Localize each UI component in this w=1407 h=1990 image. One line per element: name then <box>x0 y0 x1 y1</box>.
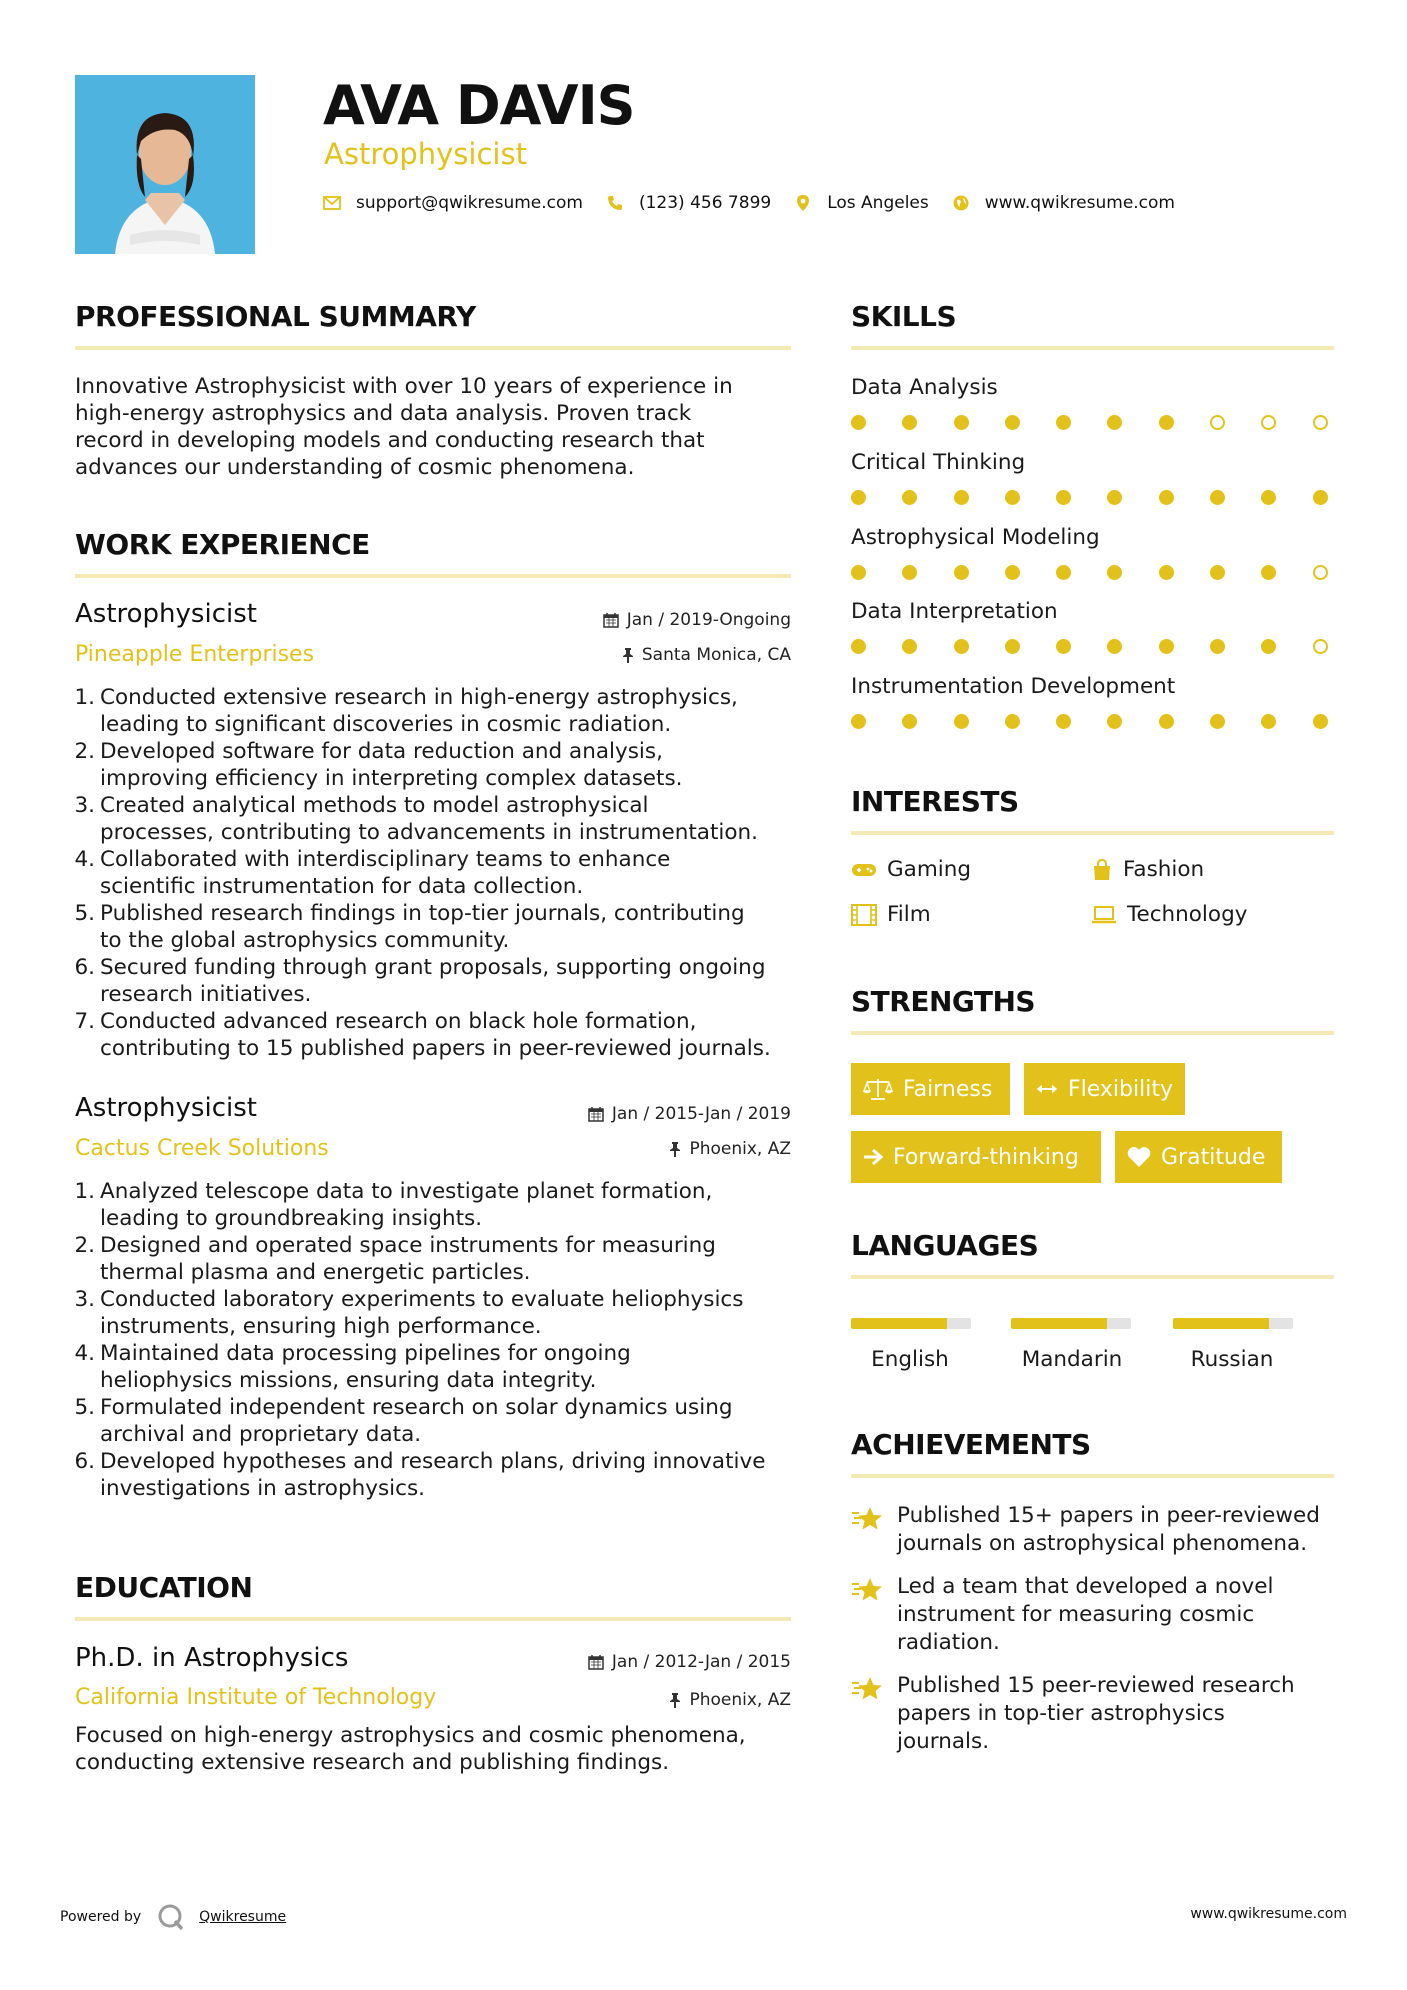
achievement-item <box>851 1573 1351 1657</box>
skill-dot <box>1056 415 1071 430</box>
skill-dot <box>902 714 917 729</box>
profile-photo <box>75 75 255 254</box>
skill-dot <box>851 714 866 729</box>
interest-item: Gaming <box>851 857 971 882</box>
job-location: Santa Monica, CA <box>622 645 791 665</box>
languages-rule <box>851 1275 1334 1279</box>
skill-dot <box>1313 490 1328 505</box>
heart-icon <box>1127 1146 1151 1168</box>
strength-tag: Fairness <box>851 1063 1010 1115</box>
skill-item: Astrophysical Modeling <box>851 525 1364 580</box>
list-item: 5. Formulated independent research on solar dynamics using archival and proprietary data. <box>74 1395 733 1447</box>
skill-rating <box>851 714 1364 729</box>
skill-dot <box>1210 490 1225 505</box>
language-level-fill <box>1011 1318 1107 1329</box>
skill-dot <box>1313 565 1328 580</box>
skill-dot <box>1159 565 1174 580</box>
achievement-item <box>851 1502 1351 1558</box>
language-level-bar <box>1173 1318 1293 1329</box>
skill-dot <box>1056 490 1071 505</box>
envelope-icon <box>322 193 342 213</box>
skill-dot <box>1107 565 1122 580</box>
balance-scale-icon <box>863 1078 893 1100</box>
strength-tag: Gratitude <box>1115 1131 1282 1183</box>
skill-dot <box>954 490 969 505</box>
pin-icon <box>622 647 634 663</box>
email-link[interactable]: support@qwikresume.com <box>356 193 583 213</box>
company-name: Pineapple Enterprises <box>75 642 315 667</box>
candidate-name: AVA DAVIS <box>323 74 635 137</box>
job-duties-list <box>75 684 815 1062</box>
education-description: Focused on high-energy astrophysics and cosmic phenomena, conducting extensive research and publishing findings. <box>75 1723 746 1775</box>
list-item: 7. Conducted advanced research on black hole formation, contributing to 15 published papers in peer-reviewed journals. <box>74 1009 771 1061</box>
skill-dot <box>1005 565 1020 580</box>
film-icon <box>851 904 877 926</box>
contact-bar <box>322 193 1197 213</box>
list-item: 5. Published research findings in top-tier journals, contributing to the global astrophysics community. <box>74 901 745 953</box>
skill-dot <box>851 565 866 580</box>
calendar-icon <box>603 612 619 628</box>
skill-dot <box>1159 639 1174 654</box>
skill-item: Critical Thinking <box>851 450 1364 505</box>
map-marker-icon <box>793 193 813 213</box>
pin-icon <box>669 1141 681 1157</box>
skill-rating <box>851 490 1364 505</box>
arrows-horizontal-icon <box>1036 1082 1058 1096</box>
job-title: Astrophysicist <box>75 599 257 629</box>
summary-text: Innovative Astrophysicist with over 10 years of experience in high-energy astrophysics and data analysis. Proven track record in developing models and conducting research that advances our understanding of cosmic phenomena. <box>75 374 733 480</box>
skill-dot <box>1261 490 1276 505</box>
achievements-heading: ACHIEVEMENTS <box>851 1428 1091 1461</box>
school-name: California Institute of Technology <box>75 1685 437 1710</box>
skill-dot <box>1261 639 1276 654</box>
summary-rule <box>75 346 791 350</box>
list-item: 3. Conducted laboratory experiments to evaluate heliophysics instruments, ensuring high performance. <box>74 1287 744 1339</box>
skill-dot <box>1261 565 1276 580</box>
list-item: 1. Conducted extensive research in high-energy astrophysics, leading to significant discoveries in cosmic radiation. <box>74 685 738 737</box>
list-item: 3. Created analytical methods to model astrophysical processes, contributing to advancements in instrumentation. <box>74 793 758 845</box>
skill-dot <box>1313 415 1328 430</box>
skill-dot <box>1210 714 1225 729</box>
star-award-icon <box>851 1676 885 1702</box>
achievement-text: Led a team that developed a novel instrument for measuring cosmic radiation. <box>897 1574 1274 1655</box>
achievement-item <box>851 1672 1351 1756</box>
arrow-right-icon <box>863 1148 883 1166</box>
calendar-icon <box>588 1106 604 1122</box>
language-label: Mandarin <box>1021 1347 1123 1372</box>
skill-dot <box>902 565 917 580</box>
language-level-fill <box>851 1318 947 1329</box>
skill-dot <box>1210 639 1225 654</box>
skill-dot <box>851 415 866 430</box>
skill-dot <box>1005 415 1020 430</box>
list-item: 1. Analyzed telescope data to investigate planet formation, leading to groundbreaking insights. <box>74 1179 713 1231</box>
website-link[interactable]: www.qwikresume.com <box>984 193 1175 213</box>
skill-rating <box>851 415 1364 430</box>
skill-rating <box>851 565 1364 580</box>
skill-dot <box>1056 639 1071 654</box>
skill-dot <box>1261 714 1276 729</box>
interests-rule <box>851 831 1334 835</box>
job-location: Phoenix, AZ <box>669 1139 791 1159</box>
phone-icon <box>605 193 625 213</box>
language-level-fill <box>1173 1318 1269 1329</box>
skill-dot <box>1056 565 1071 580</box>
work-heading: WORK EXPERIENCE <box>75 528 370 561</box>
skill-dot <box>851 639 866 654</box>
list-item: 2. Developed software for data reduction and analysis, improving efficiency in interpreting complex datasets. <box>74 739 683 791</box>
list-item: 2. Designed and operated space instruments for measuring thermal plasma and energetic particles. <box>74 1233 716 1285</box>
laptop-icon <box>1091 906 1117 924</box>
location-text: Los Angeles <box>827 193 929 213</box>
pin-icon <box>669 1692 681 1708</box>
list-item: 4. Maintained data processing pipelines for ongoing heliophysics missions, ensuring data integrity. <box>74 1341 631 1393</box>
globe-icon <box>951 193 971 213</box>
skill-dot <box>902 490 917 505</box>
gamepad-icon <box>851 862 877 878</box>
skill-dot <box>1005 490 1020 505</box>
interest-item: Film <box>851 902 931 927</box>
work-rule <box>75 574 791 578</box>
skill-dot <box>1159 415 1174 430</box>
skill-dot <box>1107 714 1122 729</box>
skill-dot <box>1159 714 1174 729</box>
phone-number[interactable]: (123) 456 7899 <box>638 193 772 213</box>
skill-dot <box>902 415 917 430</box>
list-item: 6. Developed hypotheses and research plans, driving innovative investigations in astrophysics. <box>74 1449 766 1501</box>
skill-item: Data Analysis <box>851 375 1364 430</box>
skill-rating <box>851 639 1364 654</box>
degree-title: Ph.D. in Astrophysics <box>75 1643 349 1673</box>
skill-dot <box>1159 490 1174 505</box>
candidate-title: Astrophysicist <box>324 137 527 171</box>
skill-dot <box>1005 639 1020 654</box>
skill-dot <box>1056 714 1071 729</box>
star-award-icon <box>851 1506 885 1532</box>
education-rule <box>75 1617 791 1621</box>
strength-tag: Flexibility <box>1024 1063 1185 1115</box>
list-item: 6. Secured funding through grant proposals, supporting ongoing research initiatives. <box>74 955 766 1007</box>
skill-dot <box>954 714 969 729</box>
strengths-rule <box>851 1031 1334 1035</box>
skill-dot <box>851 490 866 505</box>
interest-item: Fashion <box>1091 857 1204 882</box>
strength-tag: Forward-thinking <box>851 1131 1101 1183</box>
interest-item: Technology <box>1091 902 1247 927</box>
shopping-bag-icon <box>1091 859 1113 881</box>
skills-heading: SKILLS <box>851 300 957 333</box>
footer-url[interactable]: www.qwikresume.com <box>1190 1906 1347 1922</box>
skill-dot <box>1313 639 1328 654</box>
education-date: Jan / 2012-Jan / 2015 <box>588 1652 791 1672</box>
job-duties-list <box>75 1178 815 1502</box>
skill-dot <box>1261 415 1276 430</box>
summary-heading: PROFESSIONAL SUMMARY <box>75 300 476 333</box>
achievements-rule <box>851 1474 1334 1478</box>
skill-dot <box>954 415 969 430</box>
qwikresume-link[interactable]: Qwikresume <box>199 1909 287 1925</box>
job-title: Astrophysicist <box>75 1093 257 1123</box>
skill-item: Data Interpretation <box>851 599 1364 654</box>
skill-dot <box>902 639 917 654</box>
education-location: Phoenix, AZ <box>669 1690 791 1710</box>
skill-dot <box>1107 639 1122 654</box>
skill-dot <box>954 565 969 580</box>
achievement-text: Published 15 peer-reviewed research papers in top-tier astrophysics journals. <box>897 1673 1295 1754</box>
skill-item: Instrumentation Development <box>851 674 1364 729</box>
education-heading: EDUCATION <box>75 1571 253 1604</box>
list-item: 4. Collaborated with interdisciplinary teams to enhance scientific instrumentation for data collection. <box>74 847 671 899</box>
achievement-text: Published 15+ papers in peer-reviewed journals on astrophysical phenomena. <box>897 1503 1320 1556</box>
skill-dot <box>1005 714 1020 729</box>
footer-powered-by: Powered by Qwikresume <box>60 1903 286 1931</box>
calendar-icon <box>588 1654 604 1670</box>
skill-dot <box>1107 415 1122 430</box>
strengths-heading: STRENGTHS <box>851 985 1036 1018</box>
language-level-bar <box>851 1318 971 1329</box>
skill-dot <box>1313 714 1328 729</box>
star-award-icon <box>851 1577 885 1603</box>
skill-dot <box>954 639 969 654</box>
job-date: Jan / 2015-Jan / 2019 <box>588 1104 791 1124</box>
skill-dot <box>1210 565 1225 580</box>
company-name: Cactus Creek Solutions <box>75 1136 329 1161</box>
interests-heading: INTERESTS <box>851 785 1019 818</box>
skill-dot <box>1210 415 1225 430</box>
language-level-bar <box>1011 1318 1131 1329</box>
skills-rule <box>851 346 1334 350</box>
language-label: Russian <box>1190 1347 1274 1372</box>
skill-dot <box>1107 490 1122 505</box>
languages-heading: LANGUAGES <box>851 1229 1039 1262</box>
language-label: English <box>871 1347 949 1372</box>
qwikresume-logo-icon <box>157 1903 187 1931</box>
job-date: Jan / 2019-Ongoing <box>603 610 791 630</box>
